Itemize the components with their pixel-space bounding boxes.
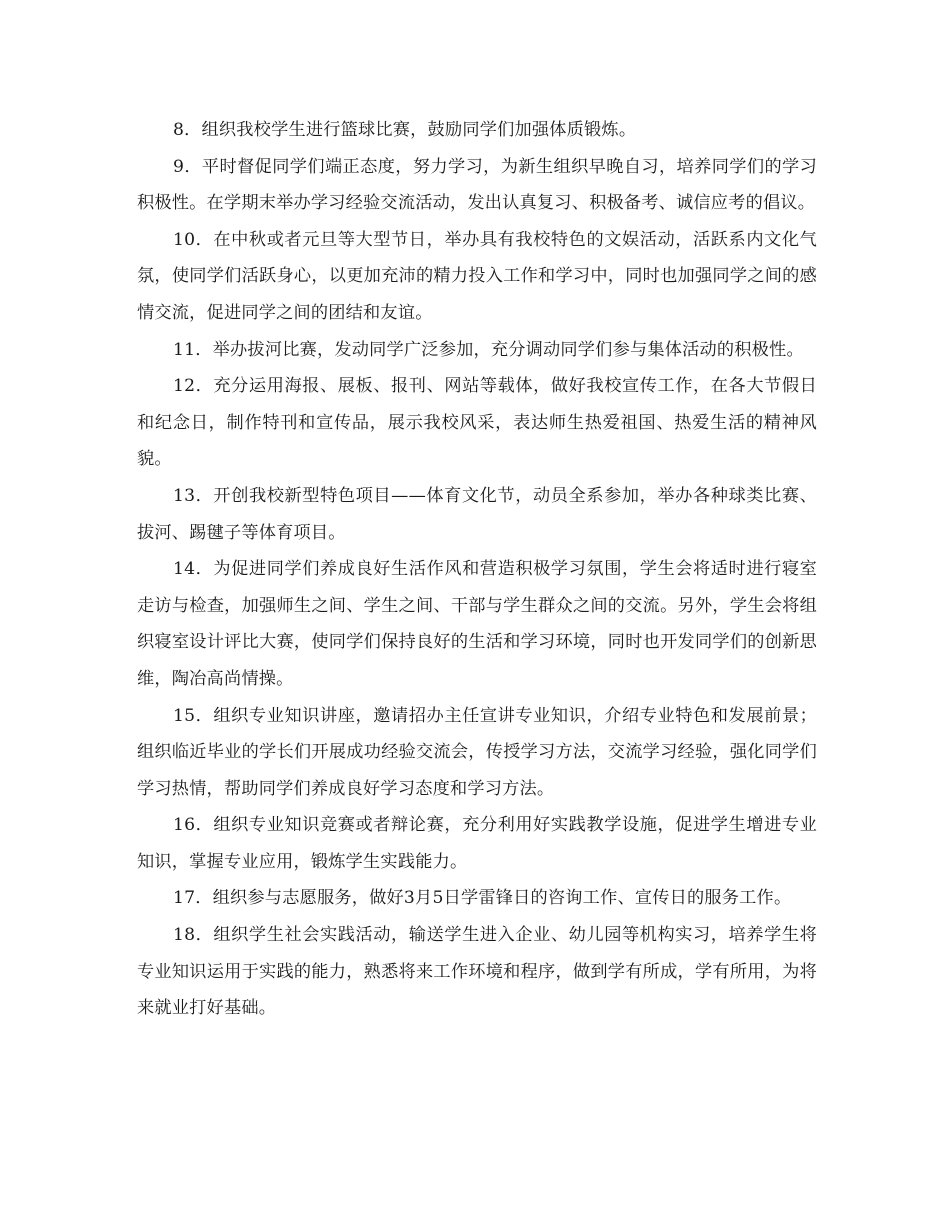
paragraph-item-11: 11．举办拔河比赛，发动同学广泛参加，充分调动同学们参与集体活动的积极性。: [173, 339, 804, 360]
paragraph-item-18: 18．组织学生社会实践活动，输送学生进入企业、幼儿园等机构实习，培养学生将专业知识运用于实践的能力，熟悉将来工作环境和程序，做到学有所成，学有所用，为将来就业打好基础。: [137, 925, 817, 1019]
paragraph-item-17: 17．组织参与志愿服务，做好3月5日学雷锋日的咨询工作、宣传日的服务工作。: [173, 888, 792, 909]
paragraph-item-13: 13．开创我校新型特色项目——体育文化节，动员全系参加，举办各种球类比赛、拔河、踢毽子等体育项目。: [137, 485, 817, 543]
paragraph-item-15: 15．组织专业知识讲座，邀请招办主任宣讲专业知识，介绍专业特色和发展前景；组织临近毕业的学长们开展成功经验交流会，传授学习方法，交流学习经验，强化同学们学习热情，帮助同学们养成良好学习态度和学习方法。: [137, 705, 817, 799]
paragraph-item-10: 10．在中秋或者元旦等大型节日，举办具有我校特色的文娱活动，活跃系内文化气氛，使同学们活跃身心，以更加充沛的精力投入工作和学习中，同时也加强同学之间的感情交流，促进同学之间的团结和友谊。: [137, 229, 817, 323]
paragraph-item-12: 12．充分运用海报、展板、报刊、网站等载体，做好我校宣传工作，在各大节假日和纪念日，制作特刊和宣传品，展示我校风采，表达师生热爱祖国、热爱生活的精神风貌。: [137, 376, 817, 470]
paragraph-item-14: 14．为促进同学们养成良好生活作风和营造积极学习氛围，学生会将适时进行寝室走访与检查，加强师生之间、学生之间、干部与学生群众之间的交流。另外，学生会将组织寝室设计评比大赛，使同学们保持良好的生活和学习环境，同时也开发同学们的创新思维，陶冶高尚情操。: [137, 559, 817, 689]
paragraph-item-8: 8．组织我校学生进行篮球比赛，鼓励同学们加强体质锻炼。: [173, 120, 637, 140]
document-body: [137, 112, 817, 1027]
paragraph-item-16: 16．组织专业知识竞赛或者辩论赛，充分利用好实践教学设施，促进学生增进专业知识，掌握专业应用，锻炼学生实践能力。: [137, 815, 817, 872]
paragraph-item-9: 9．平时督促同学们端正态度，努力学习，为新生组织早晚自习，培养同学们的学习积极性。在学期末举办学习经验交流活动，发出认真复习、积极备考、诚信应考的倡议。: [137, 156, 817, 214]
